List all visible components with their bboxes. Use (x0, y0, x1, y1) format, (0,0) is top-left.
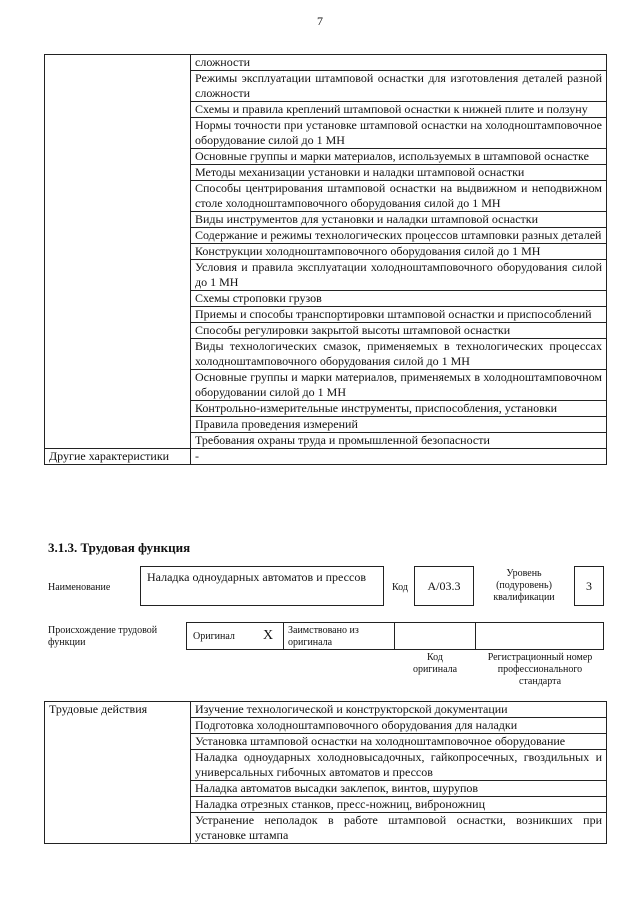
knowledge-row: Контрольно-измерительные инструменты, приспособления, установки (191, 401, 607, 417)
level-label: Уровень (подуровень) квалификации (493, 568, 555, 603)
origin-reg-box (475, 622, 604, 650)
origin-code-box (394, 622, 476, 650)
knowledge-row: Схемы и правила креплений штамповой оснастки к нижней плите и ползуну (191, 102, 607, 118)
knowledge-row: Приемы и способы транспортировки штамповой оснастки и приспособлений (191, 307, 607, 323)
page-number: 7 (317, 14, 323, 28)
name-label: Наименование (48, 582, 111, 593)
reg-caption: Регистрационный номер профессионального стандарта (487, 652, 593, 687)
knowledge-row: Нормы точности при установке штамповой оснастки на холодноштамповочное оборудование силой до 1 МН (191, 118, 607, 149)
code-value-box (414, 566, 474, 606)
labor-action-item: Наладка автоматов высадки заклепок, винтов, шурупов (191, 781, 607, 797)
level-value-box (574, 566, 604, 606)
name-value-box (140, 566, 384, 606)
knowledge-row: Способы регулировки закрытой высоты штамповой оснастки (191, 323, 607, 339)
labor-action-item: Подготовка холодноштамповочного оборудования для наладки (191, 718, 607, 734)
labor-action-item: Устранение неполадок в работе штамповой оснастки, возникших при установке штампа (191, 813, 607, 844)
section-title: 3.1.3. Трудовая функция (48, 540, 191, 555)
code-caption: Код оригинала (412, 652, 458, 675)
knowledge-row: Схемы строповки грузов (191, 291, 607, 307)
original-label: Оригинал (193, 631, 235, 642)
knowledge-row: Режимы эксплуатации штамповой оснастки для изготовления деталей разной сложности (191, 71, 607, 102)
knowledge-row: Правила проведения измерений (191, 417, 607, 433)
knowledge-row: Виды технологических смазок, применяемых в технологических процессах холодноштамповочного оборудования силой до 1 МН (191, 339, 607, 370)
origin-borrowed-box (283, 622, 395, 650)
other-characteristics-value: - (191, 449, 607, 465)
origin-label: Происхождение трудовой функции (48, 625, 158, 648)
labor-action-item: Установка штамповой оснастки на холодноштамповочное оборудование (191, 734, 607, 750)
labor-action-item: Изучение технологической и конструкторской документации (191, 702, 607, 718)
knowledge-row: Основные группы и марки материалов, применяемых в холодноштамповочном оборудовании силой до 1 МН (191, 370, 607, 401)
knowledge-row: Условия и правила эксплуатации холодноштамповочного оборудования силой до 1 МН (191, 260, 607, 291)
other-characteristics-label: Другие характеристики (45, 449, 191, 465)
knowledge-row: Виды инструментов для установки и наладки штамповой оснастки (191, 212, 607, 228)
knowledge-table (44, 54, 607, 465)
origin-original-box (186, 622, 284, 650)
knowledge-row: Способы центрирования штамповой оснастки на выдвижном и неподвижном столе холодноштамповочного оборудования силой до 1 МН (191, 181, 607, 212)
name-value: Наладка одноударных автоматов и прессов (147, 570, 366, 584)
knowledge-row: Основные группы и марки материалов, используемых в штамповой оснастке (191, 149, 607, 165)
knowledge-row: Содержание и режимы технологических процессов штамповки разных деталей (191, 228, 607, 244)
labor-action-item: Наладка одноударных холодновысадочных, гайкопросечных, гвоздильных и универсальных гибочных автоматов и прессов (191, 750, 607, 781)
knowledge-row: Конструкции холодноштамповочного оборудования силой до 1 МН (191, 244, 607, 260)
level-value: 3 (586, 579, 592, 593)
knowledge-label-cell (45, 55, 191, 449)
knowledge-row: Требования охраны труда и промышленной безопасности (191, 433, 607, 449)
knowledge-row: Методы механизации установки и наладки штамповой оснастки (191, 165, 607, 181)
borrowed-label: Заимствовано из оригинала (288, 625, 359, 648)
labor-actions-label: Трудовые действия (45, 702, 191, 844)
knowledge-row: сложности (191, 55, 607, 71)
code-value: А/03.3 (427, 579, 461, 593)
original-mark: X (263, 628, 274, 643)
labor-actions-table (44, 701, 607, 844)
code-label: Код (392, 582, 408, 593)
labor-action-item: Наладка отрезных станков, пресс-ножниц, виброножниц (191, 797, 607, 813)
